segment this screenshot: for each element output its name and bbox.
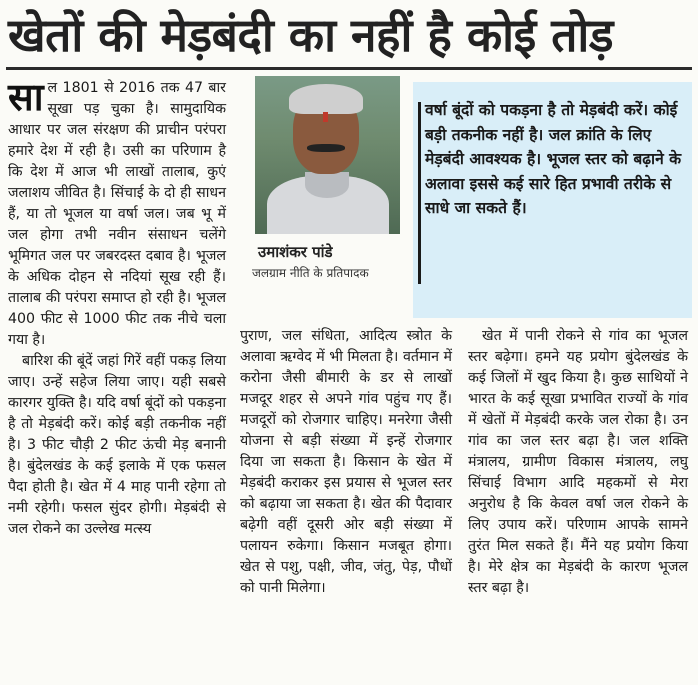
column-1-paragraph-2: बारिश की बूंदें जहां गिरें वहीं पकड़ लिया जाए। उन्हें सहेज लिया जाए। यही सबसे कारगर युक्ति है। यदि वर्षा बूंदों को पकड़ना है तो मेड़बंदी करें। कोई बड़ी तकनीक नहीं है। 3 फीट चौड़ी 2 फीट ऊंची मेड़ बनानी है। बुंदेलखंड के कई इलाके में एक फसल पैदा होती है। खेत में 4 माह पानी रहेगा तो नमी रहेगी। फसल सुंदर होगी। मेड़बंदी से जल रोकने का उल्लेख मत्स्य [8,353,226,537]
photo-tilak [323,112,328,122]
photo-collar [305,172,349,198]
column-2-paragraph-1: पुराण, जल संधिता, आदित्य स्त्रोत के अलावा ऋग्वेद में भी मिलता है। वर्तमान में करोना जैसी बीमारी के डर से लाखों मजदूर शहर से अपने गांव पहुंच गए हैं। मजदूरों को रोजगार चाहिए। मनरेगा जैसी योजना से बड़ी संख्या में इन्हें रोजगार दिया जा सकता है। किसान के खेत में मेड़बंदी कराकर इस प्रयास से भूजल स्तर को बढ़ाया जा सकता है। खेत की पैदावार बढ़ेगी वहीं दूसरी ओर बड़ी संख्या में पलायन रुकेगा। किसान मजबूत होगा। खेत से पशु, पक्षी, जीव, जंतु, पेड़, पौधों को पानी मिलेगा। [240,328,452,596]
article-column-3 [468,326,688,599]
pullquote-bar [418,102,421,284]
author-name: उमाशंकर पांडे [258,243,333,261]
column-1-paragraph-1 [8,75,226,351]
author-role: जलग्राम नीति के प्रतिपादक [252,266,369,280]
headline: खेतों की मेड़बंदी का नहीं है कोई तोड़ [8,8,613,62]
pullquote-text: वर्षा बूंदों को पकड़ना है तो मेड़बंदी करें। कोई बड़ी तकनीक नहीं है। जल क्रांति के लिए मेड़बंदी आवश्यक है। भूजल स्तर को बढ़ाने के अलावा इससे कई सारे हित प्रभावी तरीके से साधे जा सकते हैं। [425,101,682,218]
headline-divider [6,67,692,70]
column-3-paragraph-1: खेत में पानी रोकने से गांव का भूजल स्तर बढ़ेगा। हमने यह प्रयोग बुंदेलखंड के कई जिलों में खुद किया है। कुछ साथियों ने भारत के कई सूखा प्रभावित राज्यों के गांव में खेतों में मेड़बंदी करके जल रोका है। उन गांव का जल स्तर बढ़ा है। जल शक्ति मंत्रालय, ग्रामीण विकास मंत्रालय, लघु सिंचाई विभाग आदि महकमों से मेरा अनुरोध है कि केवल वर्षा जल रोकने के लिए उपाय करें। परिणाम आपके सामने तुरंत मिल सकते हैं। मैंने यह प्रयोग किया है। मेरे क्षेत्र का मेड़बंदी के कारण भूजल स्तर बढ़ा है। [468,328,688,596]
photo-hair [289,84,363,114]
column-1-paragraph-1-text: ल 1801 से 2016 तक 47 बार सूखा पड़ चुका है। सामुदायिक आधार पर जल संरक्षण की प्राचीन परंपरा हमारे देश में रही है। उसी का परिणाम है कि देश में आज भी लाखों तालाब, कुएं जलाशय जीवित है। सिंचाई के दो ही साधन हैं, या तो भूजल या वर्षा जल। जब भू में जल होगा तभी नवीन संसाधन चलेंगे भूमिगत जल पर जबरदस्त दबाव है। भूजल के अधिक दोहन से नदियां सूख रही हैं। तालाब की परंपरा समाप्त हो रही है। भूजल 400 फीट से 1000 फीट तक नीचे चला गया है। [8,80,226,348]
article-column-1 [8,75,226,540]
drop-cap: सा [8,75,44,119]
photo-moustache [307,144,345,152]
article-column-2 [240,326,452,599]
author-photo [255,76,400,234]
